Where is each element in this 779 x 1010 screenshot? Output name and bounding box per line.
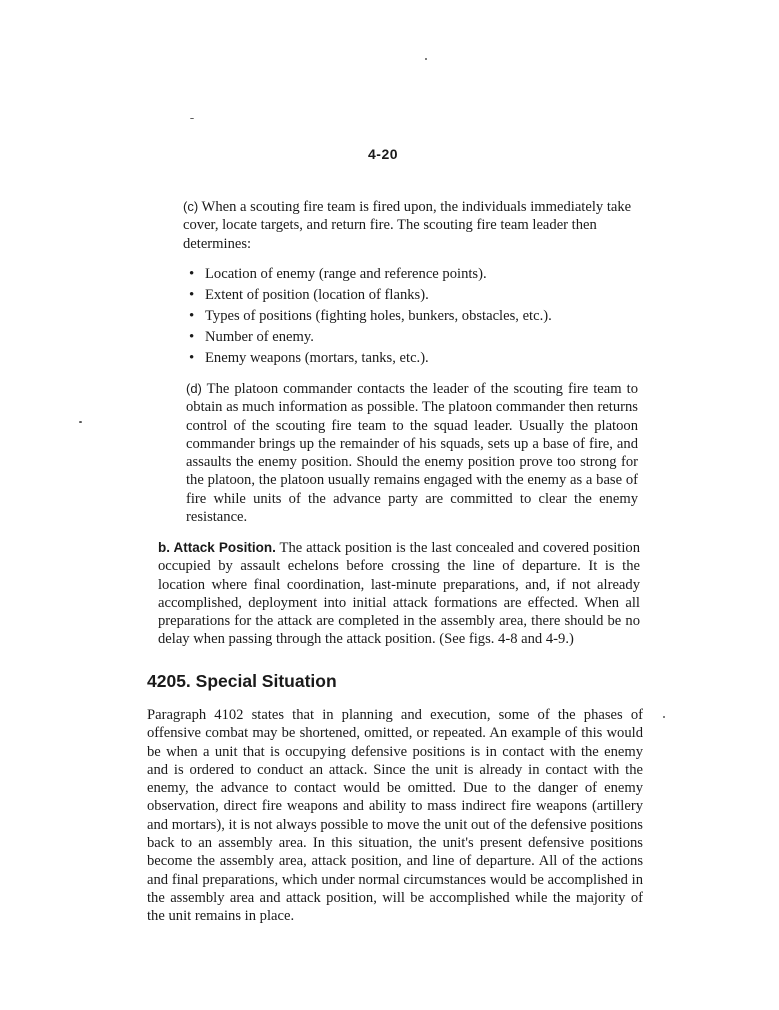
list-item: [188, 285, 638, 306]
paragraph-d: [186, 380, 638, 526]
enemy-info-list: [188, 264, 638, 369]
list-item: [188, 306, 638, 327]
bullet-icon: •: [189, 329, 195, 345]
paragraph-c: [183, 198, 635, 253]
list-item-text: Location of enemy (range and reference points).: [205, 266, 487, 282]
paragraph-d-label: (d): [186, 381, 202, 396]
list-item-text: Enemy weapons (mortars, tanks, etc.).: [205, 350, 429, 366]
list-item: [188, 264, 638, 285]
bullet-icon: •: [189, 350, 195, 366]
list-item-text: Extent of position (location of flanks).: [205, 287, 429, 303]
list-item: [188, 327, 638, 348]
bullet-icon: •: [189, 308, 195, 324]
scan-speck: [190, 118, 194, 119]
list-item: [188, 348, 638, 369]
paragraph-b-attack-position: [158, 539, 640, 649]
scan-speck: [79, 421, 82, 423]
page-number: 4-20: [368, 146, 399, 162]
scan-speck: [663, 716, 665, 718]
paragraph-b-text: The attack position is the last concealed and covered position occupied by assault echelons before crossing the line of departure. It is the location where final coordination, last-minute preparations, and, if not already accomplished, deployment into initial attack formations are effected. When all preparations for the attack are completed in the assembly area, there should be no delay when passing through the attack position. (See figs. 4-8 and 4-9.): [158, 540, 640, 648]
list-item-text: Types of positions (fighting holes, bunkers, obstacles, etc.).: [205, 308, 552, 324]
section-4205-body: Paragraph 4102 states that in planning and execution, some of the phases of offensive combat may be shortened, omitted, or repeated. An example of this would be when a unit that is occupying defensive positions is in contact with the enemy and is ordered to conduct an attack. Since the unit is already in contact with the enemy, the advance to contact would be omitted. Due to the danger of enemy observation, direct fire weapons and ability to mass indirect fire weapons (artillery and mortars), it is not always possible to move the unit out of the defensive positions back to an assembly area. In this situation, the unit's present defensive positions become the assembly area, attack position, and line of departure. All of the actions and final preparations, which under normal circumstances would be accomplished in the assembly area and attack position, will be accomplished while the majority of the unit remains in place.: [147, 707, 643, 925]
paragraph-c-label: (c): [183, 199, 199, 214]
paragraph-c-text: When a scouting fire team is fired upon, the individuals immediately take cover, locate targets, and return fire. The scouting fire team leader then determines:: [183, 199, 632, 252]
paragraph-d-text: The platoon commander contacts the leader of the scouting fire team to obtain as much information as possible. The platoon commander then returns control of the scouting fire team to the squad leader. Usually the platoon commander brings up the remainder of his squads, sets up a base of fire, and assaults the enemy position. Should the enemy position prove too strong for the platoon, the platoon usually remains engaged with the enemy as a base of fire while units of the advance party are committed to clear the enemy resistance.: [186, 381, 638, 526]
paragraph-b-label: b. Attack Position.: [158, 540, 276, 555]
bullet-icon: •: [189, 287, 195, 303]
scan-speck: [425, 58, 427, 60]
section-heading-4205: 4205. Special Situation: [147, 671, 337, 691]
bullet-icon: •: [189, 266, 195, 282]
list-item-text: Number of enemy.: [205, 329, 314, 345]
